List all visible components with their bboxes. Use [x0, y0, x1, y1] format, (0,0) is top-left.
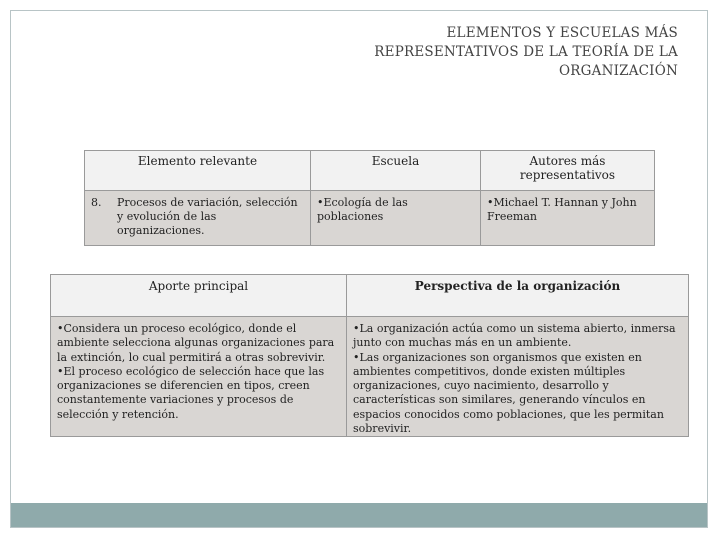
header-aporte: Aporte principal	[51, 275, 347, 317]
cell-elemento	[85, 191, 311, 246]
slide-title: ELEMENTOS Y ESCUELAS MÁS REPRESENTATIVOS DE LA TEORÍA DE LA ORGANIZACIÓN	[374, 25, 678, 79]
element-text: Procesos de variación, selección y evolución de las organizaciones.	[117, 196, 298, 237]
list-item: •El proceso ecológico de selección hace que las organizaciones se diferencien en tipos, creen constantemente variaciones y procesos de selección y retención.	[57, 364, 325, 421]
header-perspectiva: Perspectiva de la organización	[347, 275, 689, 317]
row-number: 8.	[91, 196, 102, 209]
header-autores: Autores más representativos	[481, 151, 655, 191]
perspective-table-header-row	[51, 275, 689, 317]
header-escuela: Escuela	[311, 151, 481, 191]
table-row	[85, 191, 655, 246]
list-item: •La organización actúa como un sistema abierto, inmersa junto con muchas más en un ambiente.	[353, 322, 676, 350]
cell-aporte	[51, 317, 347, 437]
cell-perspectiva	[347, 317, 689, 437]
list-item: •Considera un proceso ecológico, donde el ambiente selecciona algunas organizaciones para la extinción, lo cual permitirá a otras sobrevivir.	[57, 322, 335, 364]
footer-bar	[11, 503, 707, 527]
cell-escuela: •Ecología de las poblaciones	[311, 191, 481, 246]
elements-table-header-row	[85, 151, 655, 191]
list-item: •Las organizaciones son organismos que existen en ambientes competitivos, donde existen múltiples organizaciones, cuyo nacimiento, desarrollo y características son similares, generando vínculos en espacios conocidos como poblaciones, que les permitan sobrevivir.	[353, 350, 664, 436]
cell-autores: •Michael T. Hannan y John Freeman	[481, 191, 655, 246]
slide-frame	[10, 10, 708, 528]
table-row	[51, 317, 689, 437]
elements-table	[84, 150, 655, 246]
header-elemento: Elemento relevante	[85, 151, 311, 191]
perspective-table	[50, 274, 689, 437]
